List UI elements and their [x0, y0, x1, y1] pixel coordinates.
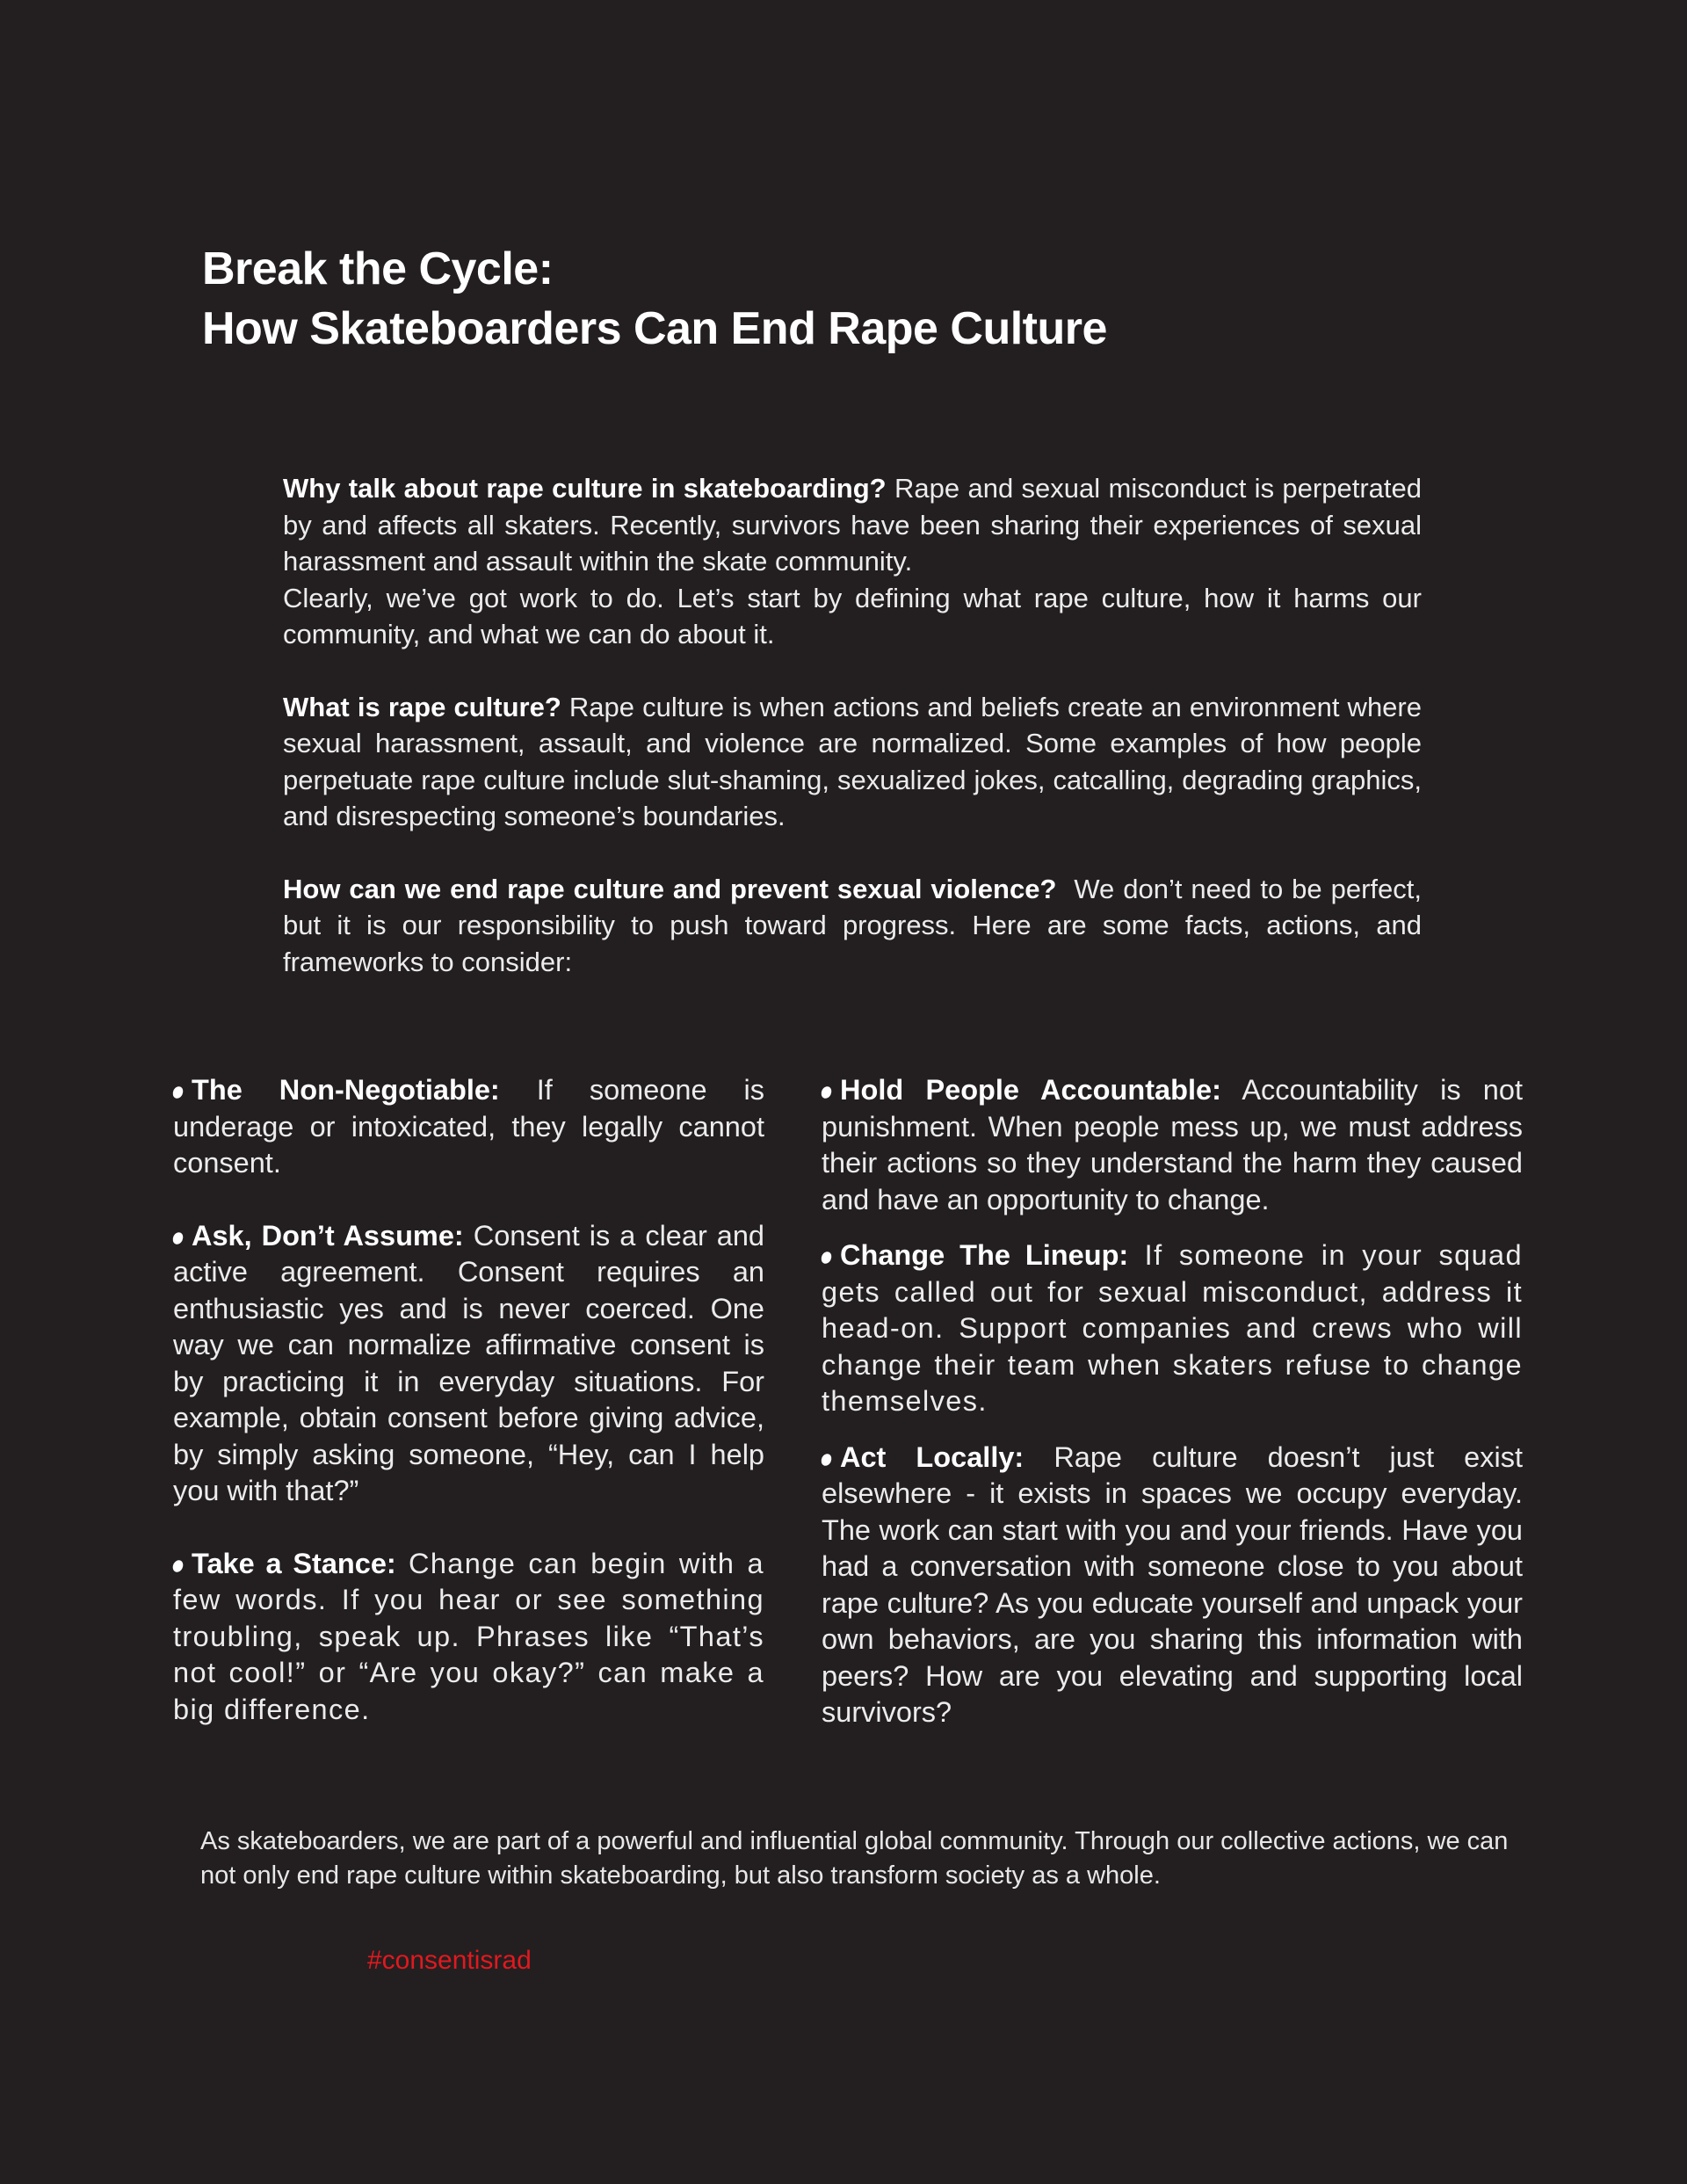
bullet-icon [171, 1558, 185, 1573]
list-item [173, 1218, 764, 1510]
item-body: Consent is a clear and active agreement. Consent requires an enthusiastic yes and is never coerced. One way we can normalize affirmative consent is by practicing it in everyday situations. For example, obtain consent before giving advice, by simply asking someone, “Hey, can I help you with that?” [173, 1219, 764, 1506]
intro-heading: What is rape culture? [283, 691, 561, 722]
item-body: If someone in your squad gets called out for sexual misconduct, address it head-on. Support companies and crews who will change their team when skaters refuse to change themselves. [822, 1239, 1524, 1417]
bullet-icon [820, 1250, 834, 1265]
intro-body: Rape culture is when actions and beliefs create an environment where sexual harassment, assault, and violence are normalized. Some examples of how people perpetuate rape culture include slut-shaming, sexualized jokes, catcalling, degrading graphics, and disrespecting someone’s boundaries. [283, 691, 1422, 831]
item-body: Accountability is not punishment. When people mess up, we must address their actions so they understand the harm they caused and have an opportunity to change. [822, 1074, 1523, 1215]
bullet-icon [171, 1085, 185, 1099]
item-body: Rape culture doesn’t just exist elsewhere - it exists in spaces we occupy everyday. The work can start with you and your friends. Have you had a conversation with someone close to you about rape culture? As you educate yourself and unpack your own behaviors, are you sharing this information with peers? How are you elevating and supporting local survivors? [822, 1440, 1523, 1728]
list-item [173, 1072, 764, 1182]
intro-body: We don’t need to be perfect, but it is our responsibility to push toward progress. Here are some facts, actions, and frameworks to consider: [283, 873, 1422, 977]
list-item [173, 1546, 764, 1729]
hashtag: #consentisrad [367, 1946, 532, 1975]
item-heading: Take a Stance: [192, 1547, 396, 1579]
intro-body: Rape and sexual misconduct is perpetrated by and affects all skaters. Recently, survivors have been sharing their experiences of sexual harassment and assault within the skate community. [283, 473, 1422, 577]
bullet-icon [820, 1085, 834, 1099]
bullet-icon [820, 1452, 834, 1467]
list-item [822, 1237, 1523, 1420]
intro-heading: Why talk about rape culture in skateboarding? [283, 473, 887, 504]
intro-paragraph-what [283, 689, 1422, 835]
list-item [822, 1440, 1523, 1731]
item-heading: Hold People Accountable: [840, 1074, 1221, 1106]
intro-body: Clearly, we’ve got work to do. Let’s start by defining what rape culture, how it harms our community, and what we can do about it. [283, 582, 1422, 649]
right-column [822, 1072, 1523, 1751]
item-heading: Change The Lineup: [840, 1239, 1129, 1271]
intro-paragraph-how [283, 871, 1422, 981]
title-line-2: How Skateboarders Can End Rape Culture [202, 303, 1107, 354]
bullet-icon [171, 1230, 185, 1245]
title-line-1: Break the Cycle: [202, 243, 554, 294]
item-heading: Act Locally: [840, 1440, 1025, 1473]
page-title [202, 239, 1520, 359]
intro-section [283, 470, 1422, 1016]
closing-statement: As skateboarders, we are part of a powerful and influential global community. Through our collective actions, we can not only end rape culture within skateboarding, but also transform society as a whole. [200, 1827, 1509, 1890]
item-body: Change can begin with a few words. If you hear or see something troubling, speak up. Phrases like “That’s not cool!” or “Are you okay?” can make a big difference. [173, 1547, 764, 1725]
left-column [173, 1072, 764, 1764]
intro-heading: How can we end rape culture and prevent sexual violence? [283, 873, 1057, 904]
item-body: If someone is underage or intoxicated, they legally cannot consent. [173, 1074, 765, 1179]
item-heading: Ask, Don’t Assume: [192, 1219, 464, 1252]
list-item [822, 1072, 1523, 1218]
item-heading: The Non-Negotiable: [192, 1074, 500, 1106]
intro-paragraph-why [283, 470, 1422, 653]
